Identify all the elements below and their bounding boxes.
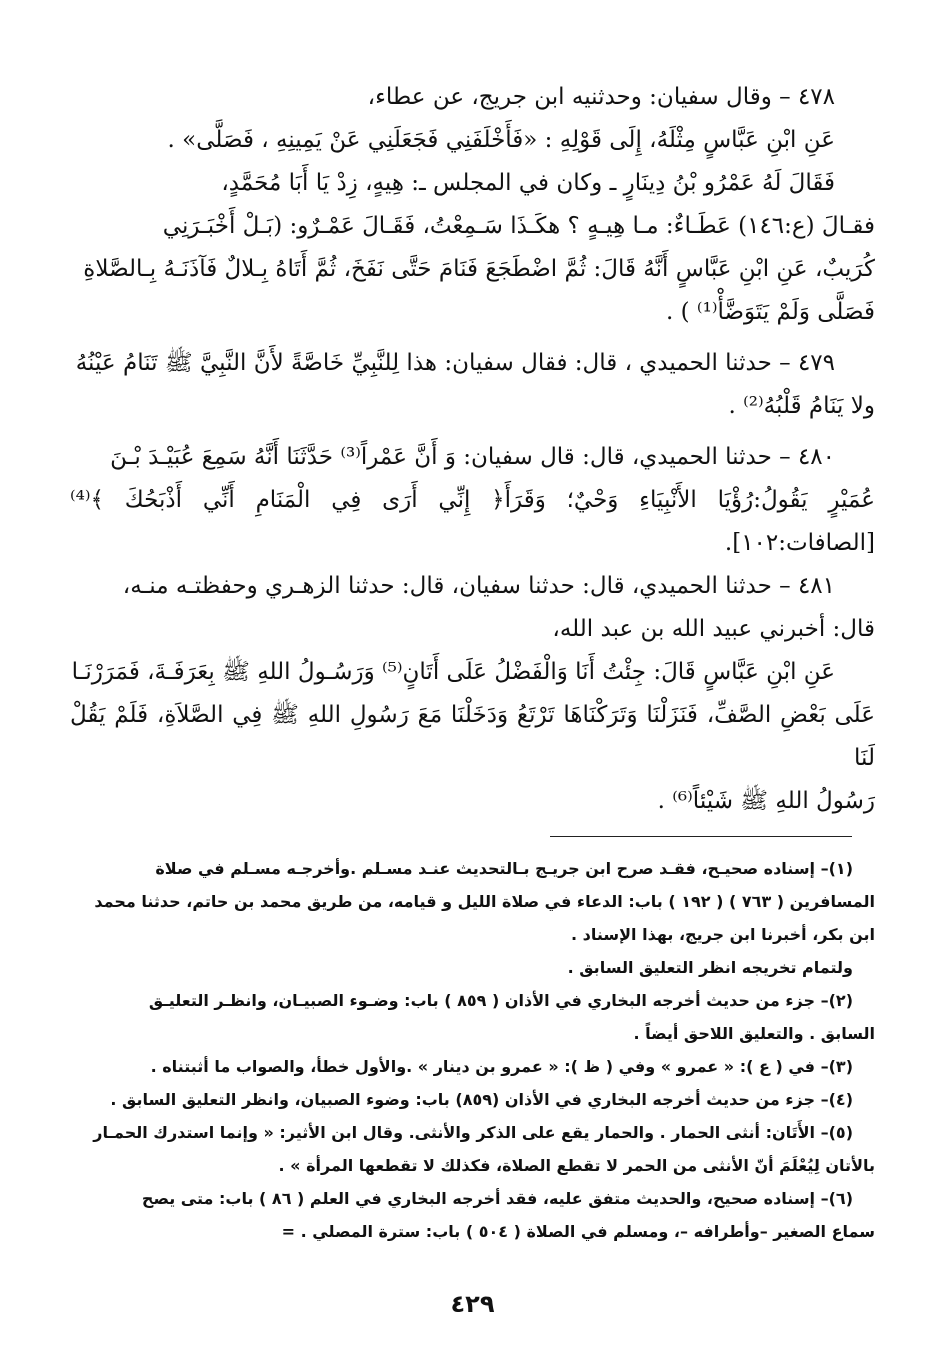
- hadith-481-line-1: ٤٨١ – حدثنا الحميدي، قال: حدثنا سفيان، قال: حدثنا الزهـري وحفظتـه منـه،: [122, 573, 835, 599]
- footnote-5-line-1: (٥)– الأَتَان: أنثى الحمار . والحمار يقع على الذكر والأنثى. وقال ابن الأثير: « وإنما استدرك الحمـار: [93, 1123, 853, 1142]
- footnote-4: (٤)– جزء من حديث أخرجه البخاري في الأذان (٨٥٩) باب: وضوء الصبيان، وانظر التعليق السابق .: [110, 1090, 853, 1109]
- hadith-480-line-1: ٤٨٠ – حدثنا الحميدي، قال: قال سفيان: وَ أَنَّ عَمْراً⁽³⁾ حَدَّثَنَا أَنَّهُ سَمِعَ عُبَيْـدَ بْـنَ: [110, 444, 835, 470]
- hadith-478-line-4: فقـالَ (ع:١٤٦) عَطَـاءٌ: مـا هِيـهٍ ؟ هكَـذَا سَـمِعْتُ، فَقَـالَ عَمْـرٌو: (بَـلْ أَخْبَـرَنِي: [162, 213, 875, 239]
- page-number: ٤٢٩: [450, 1290, 495, 1318]
- hadith-478-line-1: ٤٧٨ – وقال سفيان: وحدثنيه ابن جريج، عن عطاء،: [367, 84, 835, 110]
- main-text: [70, 76, 875, 823]
- footnote-6-line-2: سماع الصغير –وأطرافه –، ومسلم في الصلاة ( ٥٠٤ ) باب: سترة المصلي . =: [281, 1222, 875, 1241]
- footnote-1-line-4: ولتمام تخريجه انظر التعليق السابق .: [567, 958, 853, 977]
- hadith-478-line-6: فَصَلَّى وَلَمْ يَتَوَضَّأْ⁽¹⁾ ) .: [666, 299, 875, 325]
- hadith-478-line-3: فَقَالَ لَهُ عَمْرُو بْنُ دِينَارٍ ـ وكان في المجلس ـ: هِيهٍ، زِدْ يَا أَبَا مُحَمَّدٍ،: [221, 170, 835, 196]
- footnote-1-line-2: المسافرين ( ٧٦٣ ) ( ١٩٢ ) باب: الدعاء في صلاة الليل و قيامه، من طريق محمد بن حاتم، حدثنا محمد: [94, 892, 875, 911]
- hadith-481-line-4: عَلَى بَعْضِ الصَّفِّ، فَنَزَلْنَا وَتَرَكْنَاهَا تَرْتَعُ وَدَخَلْنَا مَعَ رَسُولِ اللهِ ﷺ فِي الصَّلاَةِ، فَلَمْ يَقُلْ لَنَا: [70, 702, 875, 771]
- footnote-2-line-2: السابق . والتعليق اللاحق أيضاً .: [633, 1024, 875, 1043]
- footnote-divider: [550, 836, 852, 837]
- hadith-481-line-3: عَنِ ابْنِ عَبَّاسٍ قَالَ: جِئْتُ أَنَا وَالْفَضْلُ عَلَى أَتَانٍ⁽⁵⁾ وَرَسُـولُ اللهِ ﷺ بِعَرَفَـةَ، فَمَرَرْنَـا: [71, 659, 835, 685]
- footnote-2-line-1: (٢)– جزء من حديث أخرجه البخاري في الأذان ( ٨٥٩ ) باب: وضـوء الصبيـان، وانظـر التعليـق: [148, 991, 853, 1010]
- hadith-479-line-1: ٤٧٩ – حدثنا الحميدي ، قال: فقال سفيان: هذا لِلنَّبِيِّ خَاصَّةً لأَنَّ النَّبِيَّ ﷺ تَنَامُ عَيْنُهُ: [75, 350, 835, 376]
- hadith-480-line-2: عُمَيْرٍ يَقُولُ:رُؤْيَا الأَنْبِيَاءِ وَحْيٌ؛ وَقَرَأَ﴿ إِنِّي أَرَى فِي الْمَنَامِ أَنِّي أَذْبَحُكَ ﴾⁽⁴⁾ [الصافات:١٠٢].: [70, 487, 875, 556]
- footnote-5-line-2: بالأتان لِيُعْلَمَ أنّ الأنثى من الحمر لا تقطع الصلاة، فكذلك لا تقطعها المرأة » .: [278, 1156, 875, 1175]
- hadith-478-line-2: عَنِ ابْنِ عَبَّاسٍ مِثْلَهُ، إِلَى قَوْلِهِ : «فَأَخْلَفَنِي فَجَعَلَنِي عَنْ يَمِينِهِ ، فَصَلَّى» .: [167, 127, 835, 153]
- hadith-481-line-2: قال: أخبرني عبيد الله بن عبد الله،: [552, 616, 875, 642]
- hadith-481-line-5: رَسُولُ اللهِ ﷺ شَيْئاً⁽⁶⁾ .: [657, 788, 875, 814]
- hadith-479-line-2: ولا يَنَامُ قَلْبُهُ⁽²⁾ .: [728, 393, 875, 419]
- footnotes: [70, 852, 875, 1248]
- footnote-6-line-1: (٦)– إسناده صحيح، والحديث متفق عليه، فقد أخرجه البخاري في العلم ( ٨٦ ) باب: متى يصح: [141, 1189, 853, 1208]
- footnote-1-line-3: ابن بكر، أخبرنا ابن جريج، بهذا الإسناد .: [571, 925, 875, 944]
- hadith-478-line-5: كُرَيبٌ، عَنِ ابْنِ عَبَّاسٍ أَنَّهُ قَالَ: ثُمَّ اضْطَجَعَ فَنَامَ حَتَّى نَفَخَ، ثُمَّ أَتَاهُ بِـلالٌ فَآذَنَـهُ بِـالصَّلاةِ: [83, 256, 875, 282]
- footnote-3: (٣)– في ( ع ): « عمرو » وفي ( ظ ): « عمرو بن دينار » .والأول خطأ، والصواب ما أثبتناه .: [150, 1057, 853, 1076]
- footnote-1-line-1: (١)– إسناده صحيـح، فقـد صرح ابن جريـج بـالتحديث عنـد مسـلم .وأخرجـه مسـلم في صلاة: [155, 859, 853, 878]
